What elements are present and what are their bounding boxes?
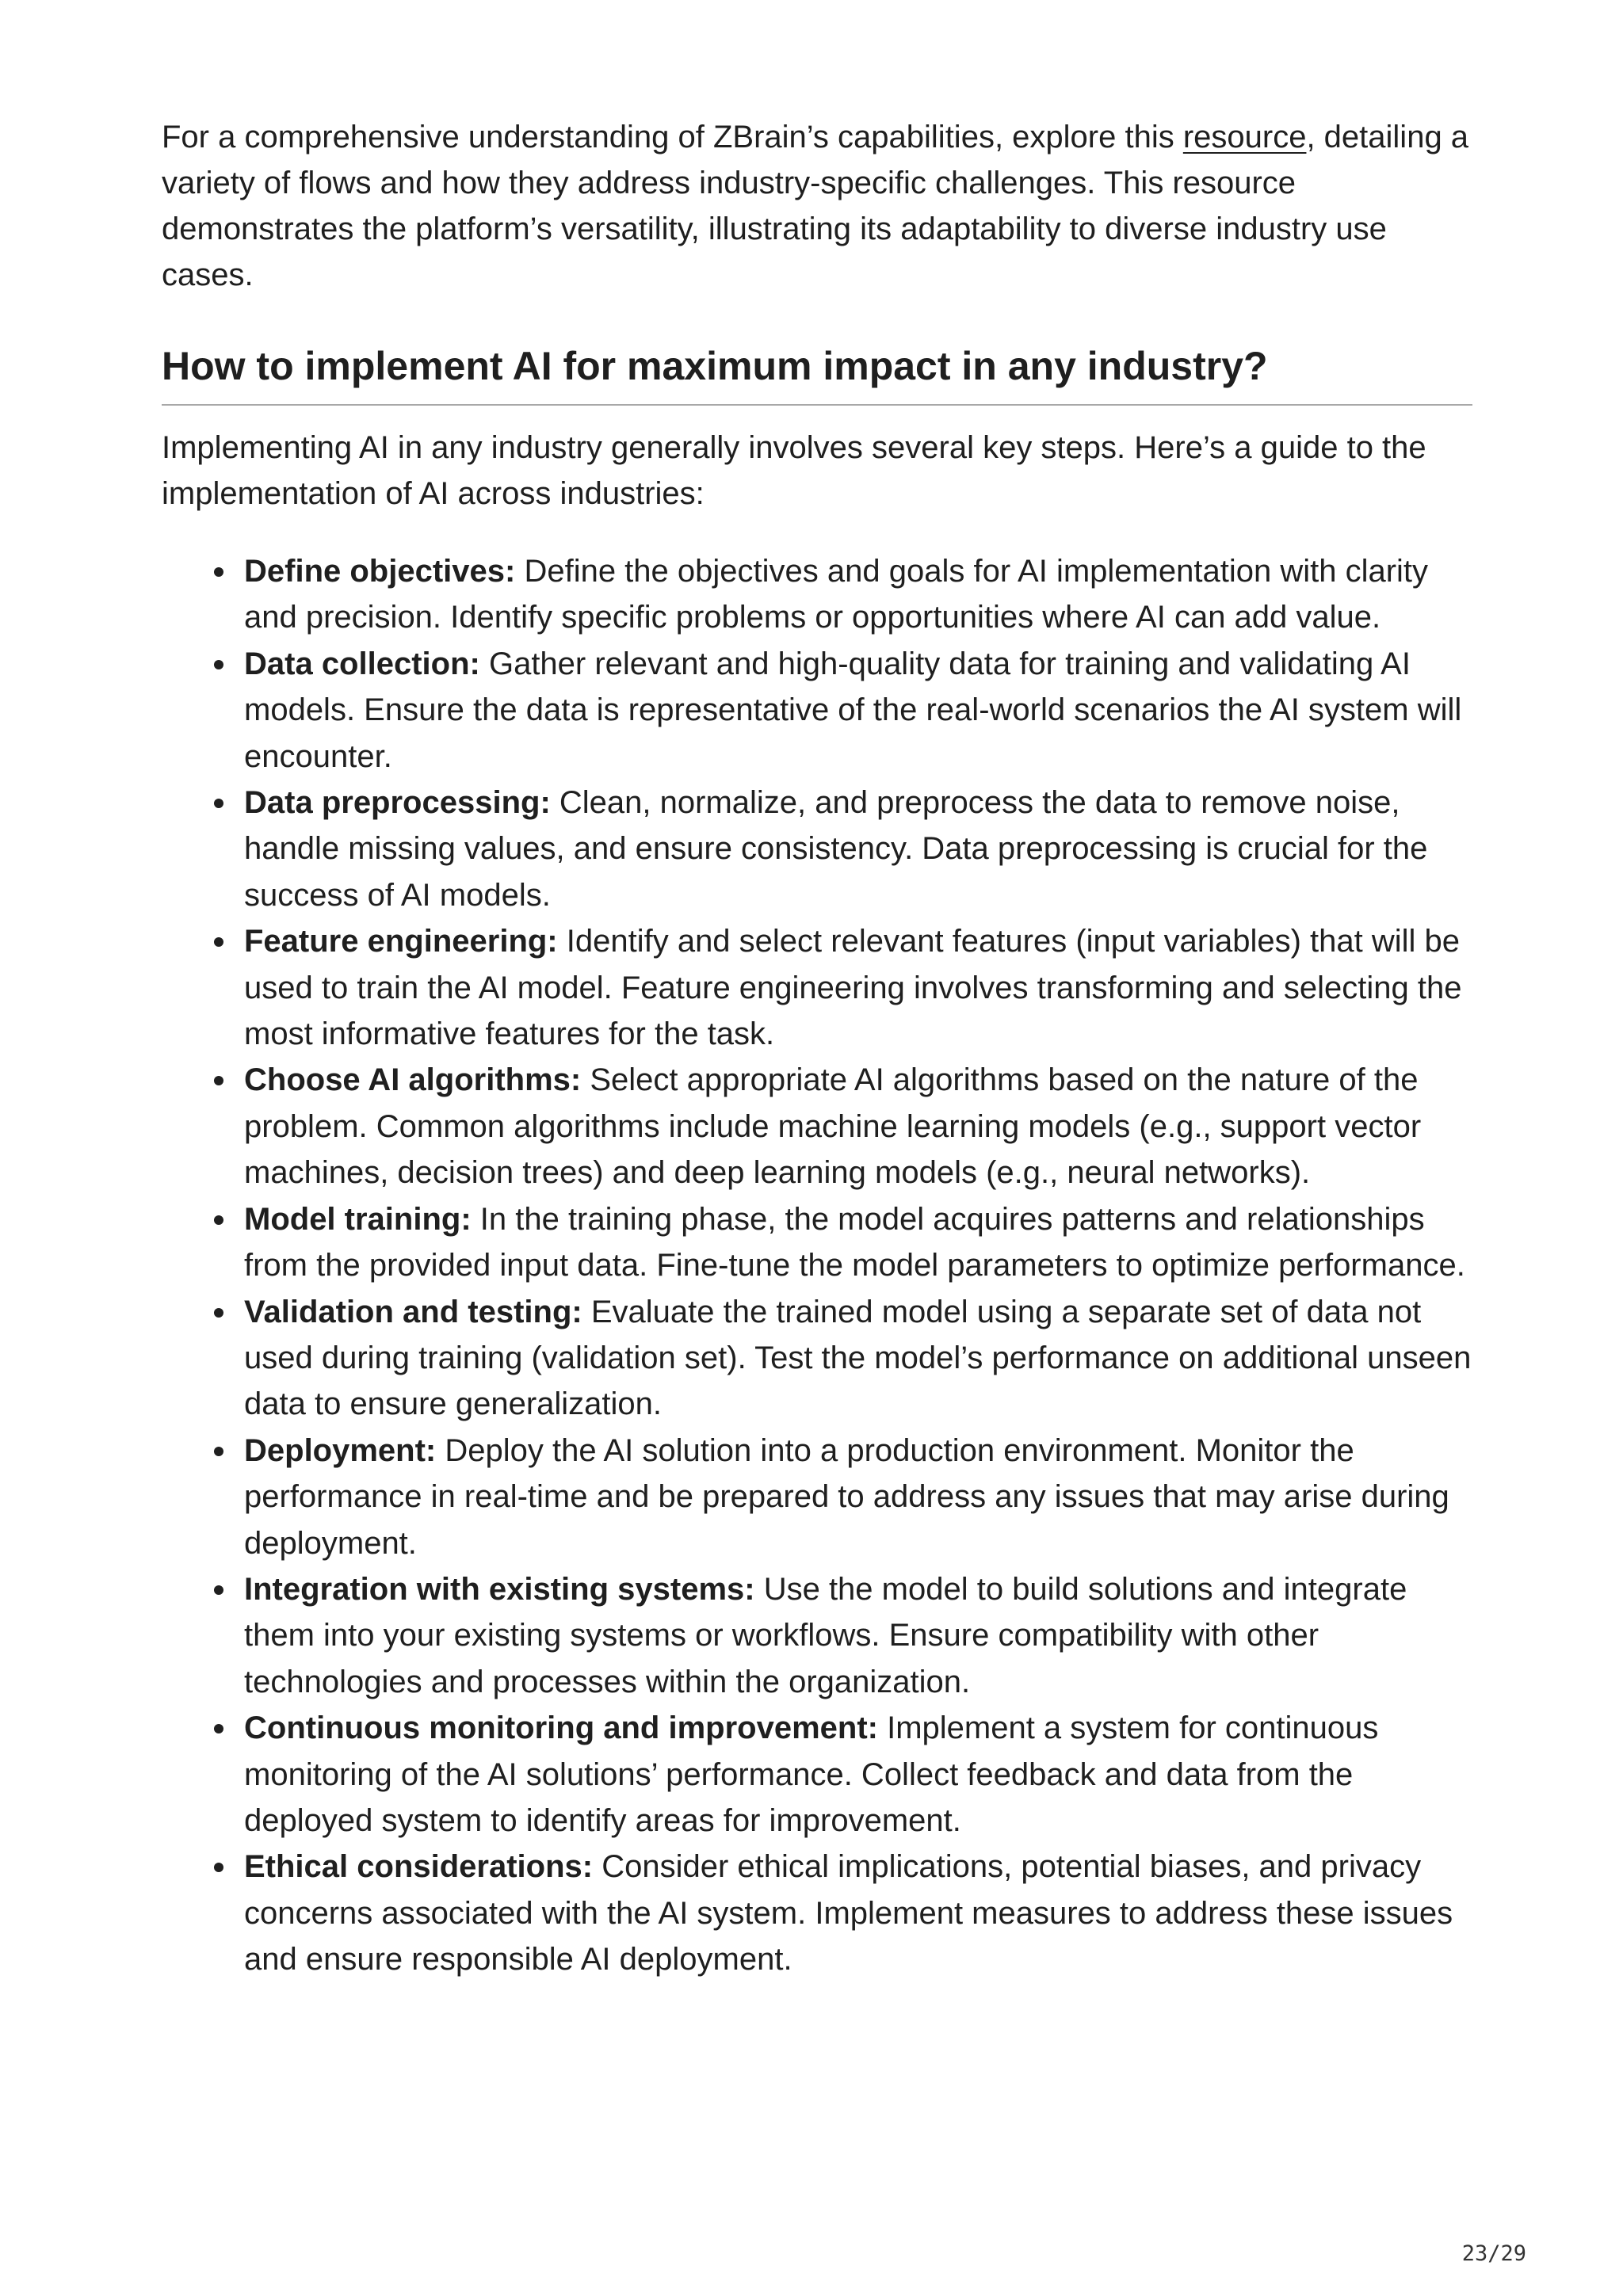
step-title: Choose AI algorithms:	[244, 1062, 582, 1098]
step-text: Gather relevant and high-quality data for training and validating AI models. Ensure the data is representative of the real-world scenarios the AI system will encounter.	[244, 646, 1462, 774]
section-intro: Implementing AI in any industry generally involves several key steps. Here’s a guide to the implementation of AI across industries:	[162, 430, 1426, 511]
step-title: Define objectives:	[244, 554, 516, 589]
step-title: Model training:	[244, 1201, 472, 1237]
list-item-integration	[244, 1566, 1472, 1705]
step-title: Continuous monitoring and improvement:	[244, 1711, 878, 1746]
step-text: Define the objectives and goals for AI implementation with clarity and precision. Identify specific problems or opportunities where AI can add value.	[244, 554, 1429, 635]
list-item-data-collection	[244, 641, 1472, 780]
list-item-data-preprocessing	[244, 780, 1472, 918]
step-text: Consider ethical implications, potential biases, and privacy concerns associated with the AI system. Implement measures to address these issues and ensure responsible AI deployment.	[244, 1849, 1453, 1978]
list-item-define-objectives	[244, 548, 1472, 641]
implementation-steps-list	[162, 548, 1472, 1983]
step-title: Deployment:	[244, 1432, 437, 1468]
step-text: Select appropriate AI algorithms based on the nature of the problem. Common algorithms include machine learning models (e.g., support vector machines, decision trees) and deep learning models (e.g., neural networks).	[244, 1062, 1422, 1191]
list-item-feature-engineering	[244, 918, 1472, 1057]
step-title: Data collection:	[244, 646, 480, 681]
list-item-continuous-monitoring	[244, 1705, 1472, 1844]
intro-paragraph	[162, 114, 1472, 298]
section-heading: How to implement AI for maximum impact in any industry?	[162, 342, 1472, 406]
step-title: Ethical considerations:	[244, 1849, 594, 1885]
list-item-validation-and-testing	[244, 1289, 1472, 1428]
list-item-model-training	[244, 1196, 1472, 1289]
page-number: 23/29	[1461, 2241, 1526, 2266]
step-text: Identify and select relevant features (input variables) that will be used to train the AI model. Feature engineering involves transforming and selecting the most informative features for the task.	[244, 924, 1462, 1052]
step-title: Integration with existing systems:	[244, 1571, 755, 1607]
step-text: Deploy the AI solution into a production environment. Monitor the performance in real-time and be prepared to address any issues that may arise during deployment.	[244, 1432, 1449, 1561]
list-item-ethical-considerations	[244, 1844, 1472, 1982]
step-text: Implement a system for continuous monitoring of the AI solutions’ performance. Collect feedback and data from the deployed system to identify areas for improvement.	[244, 1711, 1379, 1838]
step-text: Clean, normalize, and preprocess the data to remove noise, handle missing values, and ensure consistency. Data preprocessing is crucial for the success of AI models.	[244, 785, 1428, 913]
step-title: Validation and testing:	[244, 1294, 582, 1329]
list-item-choose-ai-algorithms	[244, 1057, 1472, 1196]
list-item-deployment	[244, 1428, 1472, 1566]
step-text: Use the model to build solutions and integrate them into your existing systems or workflows. Ensure compatibility with other technologies and processes within the organization.	[244, 1571, 1407, 1699]
step-title: Data preprocessing:	[244, 785, 551, 821]
intro-text-before-link: For a comprehensive understanding of ZBrain’s capabilities, explore this	[162, 120, 1183, 154]
step-title: Feature engineering:	[244, 924, 558, 959]
intro-text-after-link: , detailing a variety of flows and how they address industry-specific challenges. This resource demonstrates the platform’s versatility, illustrating its adaptability to diverse industry use cases.	[162, 120, 1469, 292]
step-text: In the training phase, the model acquires patterns and relationships from the provided input data. Fine-tune the model parameters to optimize performance.	[244, 1201, 1465, 1283]
resource-link[interactable]: resource	[1182, 120, 1307, 154]
document-body	[162, 114, 1472, 1983]
step-text: Evaluate the trained model using a separate set of data not used during training (validation set). Test the model’s performance on additional unseen data to ensure generalization.	[244, 1294, 1472, 1422]
